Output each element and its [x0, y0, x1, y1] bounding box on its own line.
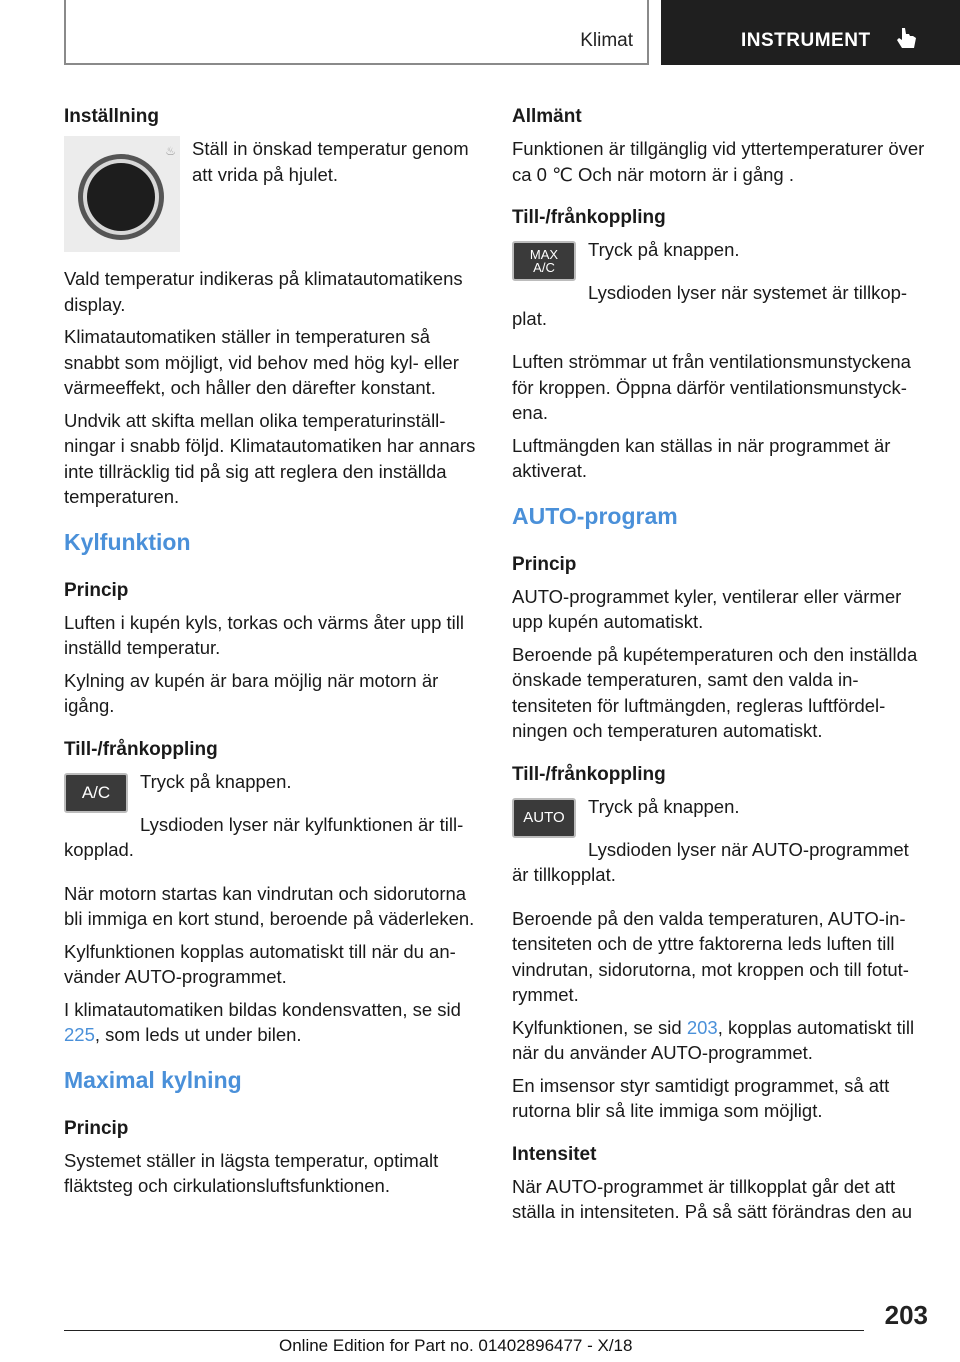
heading-setting: Inställning — [64, 106, 159, 127]
header-section-title: Klimat — [580, 30, 633, 51]
footer-edition: Online Edition for Part no. 01402896477 - X/18 — [279, 1336, 633, 1355]
subheading-on-off: Till-/frånkoppling — [512, 763, 666, 785]
footer-divider — [64, 1330, 864, 1331]
temperature-knob-image — [64, 136, 180, 252]
paragraph: När motorn startas kan vindrutan och sidorutorna bli immiga en kort stund, beroende på väderleken. — [64, 882, 475, 929]
hand-pointer-icon — [896, 26, 918, 52]
paragraph: Undvik att skifta mellan olika temperaturinställningar i snabb följd. Klimatautomatiken har annars inte tillräcklig tid på sig att reglera den inställda temperaturen. — [64, 409, 476, 507]
led-text: Lysdioden lyser när systemet är tillkopplat. — [512, 282, 908, 329]
right-column — [512, 104, 928, 1232]
paragraph-cooling-ref: Kylfunktionen, se sid 203, kopplas automatiskt till när du använder AUTO-programmet. — [512, 1016, 915, 1063]
paragraph: När AUTO-programmet är tillkopplat går det att ställa in intensiteten. På så sätt förändras den au — [512, 1175, 913, 1222]
section-heading-auto-program: AUTO-program — [512, 502, 678, 529]
header-section-box — [64, 0, 649, 65]
paragraph: Luftmängden kan ställas in när programmet är aktiverat. — [512, 434, 891, 481]
ac-button-image: A/C — [64, 773, 128, 813]
subheading-principle: Princip — [512, 553, 577, 575]
led-text: Lysdioden lyser när AUTO-programmet är tillkopplat. — [512, 838, 909, 885]
subheading-principle: Princip — [64, 579, 129, 601]
header-chapter-box[interactable] — [661, 0, 960, 65]
paragraph: Kylning av kupén är bara möjlig när motorn är igång. — [64, 669, 439, 716]
press-button-text: Tryck på knappen. — [140, 770, 292, 792]
paragraph: En imsensor styr samtidigt programmet, så att rutorna blir så lite immiga som möjligt. — [512, 1074, 890, 1121]
seat-heat-icon: ♨ — [165, 144, 176, 158]
press-button-text: Tryck på knappen. — [588, 239, 740, 260]
paragraph: Systemet ställer in lägsta temperatur, optimalt fläktsteg och cirkulationsluftsfunktionen. — [64, 1149, 439, 1196]
temperature-knob-figure — [64, 136, 480, 252]
subheading-general: Allmänt — [512, 106, 582, 127]
section-heading-max-cooling: Maximal kylning — [64, 1066, 242, 1093]
knob-instruction: Ställ in önskad temperatur genom att vrida på hjulet. — [192, 138, 469, 185]
paragraph: Kylfunktionen kopplas automatiskt till när du använder AUTO-programmet. — [64, 940, 456, 987]
paragraph: Funktionen är tillgänglig vid yttertemperaturer över ca 0 ℃ Och när motorn är i gång . — [512, 138, 925, 185]
paragraph-condensation: I klimatautomatiken bildas kondensvatten, se sid 225, som leds ut under bilen. — [64, 998, 461, 1045]
paragraph: Beroende på kupétemperaturen och den inställda önskade temperaturen, samt den valda intensiteten för luftmängden, regleras luftfördelningen och temperaturen automatiskt. — [512, 643, 918, 741]
ac-button-figure — [64, 769, 480, 813]
header-chapter-title: INSTRUMENT — [741, 30, 871, 51]
subheading-intensity: Intensitet — [512, 1143, 597, 1165]
paragraph: AUTO-programmet kyler, ventilerar eller värmer upp kupén automatiskt. — [512, 585, 902, 632]
paragraph: Luften i kupén kyls, torkas och värms åter upp till inställd temperatur. — [64, 611, 464, 658]
page-number: 203 — [884, 1300, 928, 1330]
subheading-on-off: Till-/frånkoppling — [64, 738, 218, 760]
paragraph: Klimatautomatiken ställer in temperaturen så snabbt som möjligt, vid behov med hög kyl- eller värmeeffekt, och håller den därefter konstant. — [64, 326, 459, 398]
led-text: Lysdioden lyser när kylfunktionen är tillkopplad. — [64, 813, 464, 860]
paragraph: Vald temperatur indikeras på klimatautomatikens display. — [64, 268, 463, 315]
auto-button-figure — [512, 794, 928, 838]
left-column — [64, 104, 480, 1206]
page-link-225[interactable]: 225 — [64, 1024, 95, 1045]
press-button-text: Tryck på knappen. — [588, 795, 740, 817]
page-link-203[interactable]: 203 — [686, 1016, 718, 1038]
auto-button-image: AUTO — [512, 798, 576, 838]
section-heading-cooling: Kylfunktion — [64, 528, 191, 555]
paragraph: Luften strömmar ut från ventilationsmunstyckena för kroppen. Öppna därför ventilationsmunstyckena. — [512, 351, 911, 423]
max-ac-button-image: MAX A/C — [512, 241, 576, 281]
max-ac-button-figure — [512, 237, 928, 281]
subheading-principle: Princip — [64, 1117, 129, 1139]
subheading-on-off: Till-/frånkoppling — [512, 207, 666, 228]
paragraph: Beroende på den valda temperaturen, AUTO-intensiteten och de yttre faktorerna leds luften till vindrutan, sidorutorna, mot kroppen och till fotutrymmet. — [512, 907, 909, 1005]
